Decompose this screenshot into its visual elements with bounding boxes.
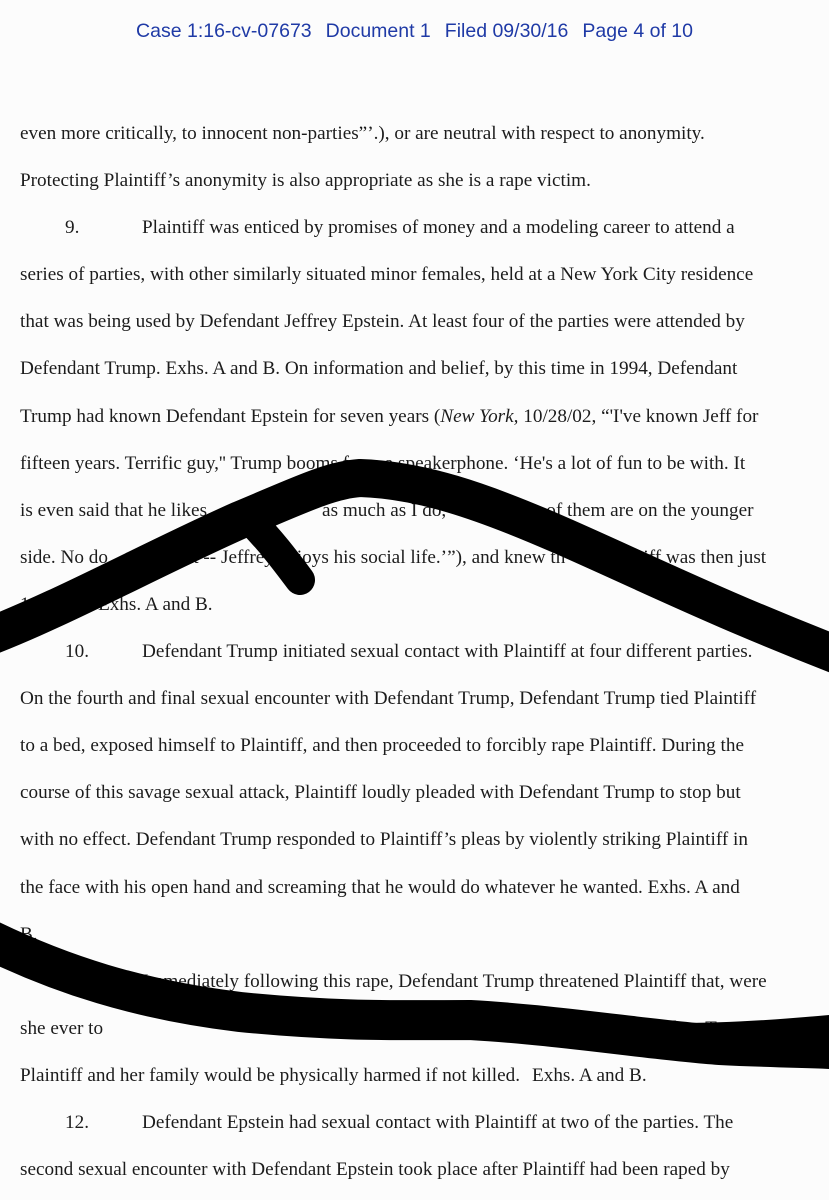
body-text <box>20 120 820 1200</box>
text-fragment: Defendant Epstein had sexual contact with Plaintiff at two of the parties. The <box>142 1111 734 1133</box>
text-fragment: it -- Jeffrey enjoys his social life.’”), and knew th <box>187 546 566 568</box>
text-line: course of this savage sexual attack, Plaintiff loudly pleaded with Defendant Trump to stop but <box>20 782 741 804</box>
text-line: even more critically, to innocent non-parties”’.), or are neutral with respect to anonymity. <box>20 123 705 144</box>
paragraph-number: 9. <box>65 217 80 239</box>
paragraph-number: 10. <box>65 641 89 663</box>
publication-name: New York, <box>440 405 519 427</box>
text-fragment: s old. Exhs. A and B. <box>51 593 213 615</box>
text-line: the face with his open hand and screaming that he would do whatever he wanted. Exhs. A and <box>20 876 740 898</box>
text-fragment: Immediately following this rape, Defendant Trump threatened Plaintiff that, were <box>142 970 767 992</box>
text-fragment: 10/28/02, “'I've known Jeff for <box>518 405 759 427</box>
text-fragment: Trump had known Defendant Epstein for seven years ( <box>20 405 441 427</box>
text-line: fifteen years. Terrific guy,'' Trump booms from a speakerphone. ‘He's a lot of fun to be with. It <box>20 452 746 474</box>
text-line: second sexual encounter with Defendant Epstein took place after Plaintiff had been raped by <box>20 1159 730 1181</box>
text-line <box>20 403 820 450</box>
text-fragment: side. No do <box>20 546 108 568</box>
paragraph-10-first-line <box>20 638 820 685</box>
text-line: series of parties, with other similarly situated minor females, held at a New York City residence <box>20 264 754 286</box>
text-fragment: she ever to <box>20 1017 104 1039</box>
text-line: Defendant Trump. Exhs. A and B. On information and belief, by this time in 1994, Defendant <box>20 358 738 380</box>
case-number: Case 1:16-cv-07673 <box>136 20 312 42</box>
paragraph-number: 12. <box>65 1111 89 1133</box>
text-line: to a bed, exposed himself to Plaintiff, and then proceeded to forcibly rape Plaintiff. During the <box>20 735 744 757</box>
text-fragment: sexual and physical abuse of her by Defendant Trump, <box>343 1017 762 1039</box>
text-line <box>20 591 820 638</box>
text-line <box>20 544 820 591</box>
text-line <box>20 1062 820 1109</box>
text-line: that was being used by Defendant Jeffrey Epstein. At least four of the parties were attended by <box>20 311 745 333</box>
paragraph-12-first-line <box>20 1109 820 1156</box>
text-fragment: 1 <box>20 593 30 615</box>
text-fragment: Plaintiff was enticed by promises of money and a modeling career to attend a <box>142 217 735 239</box>
text-line: with no effect. Defendant Trump responded to Plaintiff’s pleas by violently striking Plaintiff in <box>20 829 748 851</box>
text-fragment: is even said that he likes <box>20 499 208 521</box>
text-line <box>20 497 820 544</box>
text-fragment: of them are on the younger <box>546 499 754 521</box>
paragraph-11-first-line <box>20 968 820 1015</box>
case-header <box>0 20 829 43</box>
text-fragment: as much as I do, <box>322 499 447 521</box>
text-line: Protecting Plaintiff’s anonymity is also appropriate as she is a rape victim. <box>20 170 591 192</box>
paragraph-9-first-line <box>20 214 820 261</box>
document-number: Document 1 <box>325 20 431 42</box>
filed-date: Filed 09/30/16 <box>444 20 569 42</box>
text-line: On the fourth and final sexual encounter with Defendant Trump, Defendant Trump tied Plaintiff <box>20 688 757 710</box>
page-number: Page 4 of 10 <box>582 20 693 42</box>
text-line <box>20 1015 820 1062</box>
text-fragment: Exhs. A and B. <box>532 1064 647 1086</box>
text-line: B. <box>20 923 38 945</box>
text-fragment: iff was then just <box>643 546 767 568</box>
text-fragment: Defendant Trump initiated sexual contact with Plaintiff at four different parties. <box>142 641 753 663</box>
text-fragment: Plaintiff and her family would be physically harmed if not killed. <box>20 1064 521 1086</box>
